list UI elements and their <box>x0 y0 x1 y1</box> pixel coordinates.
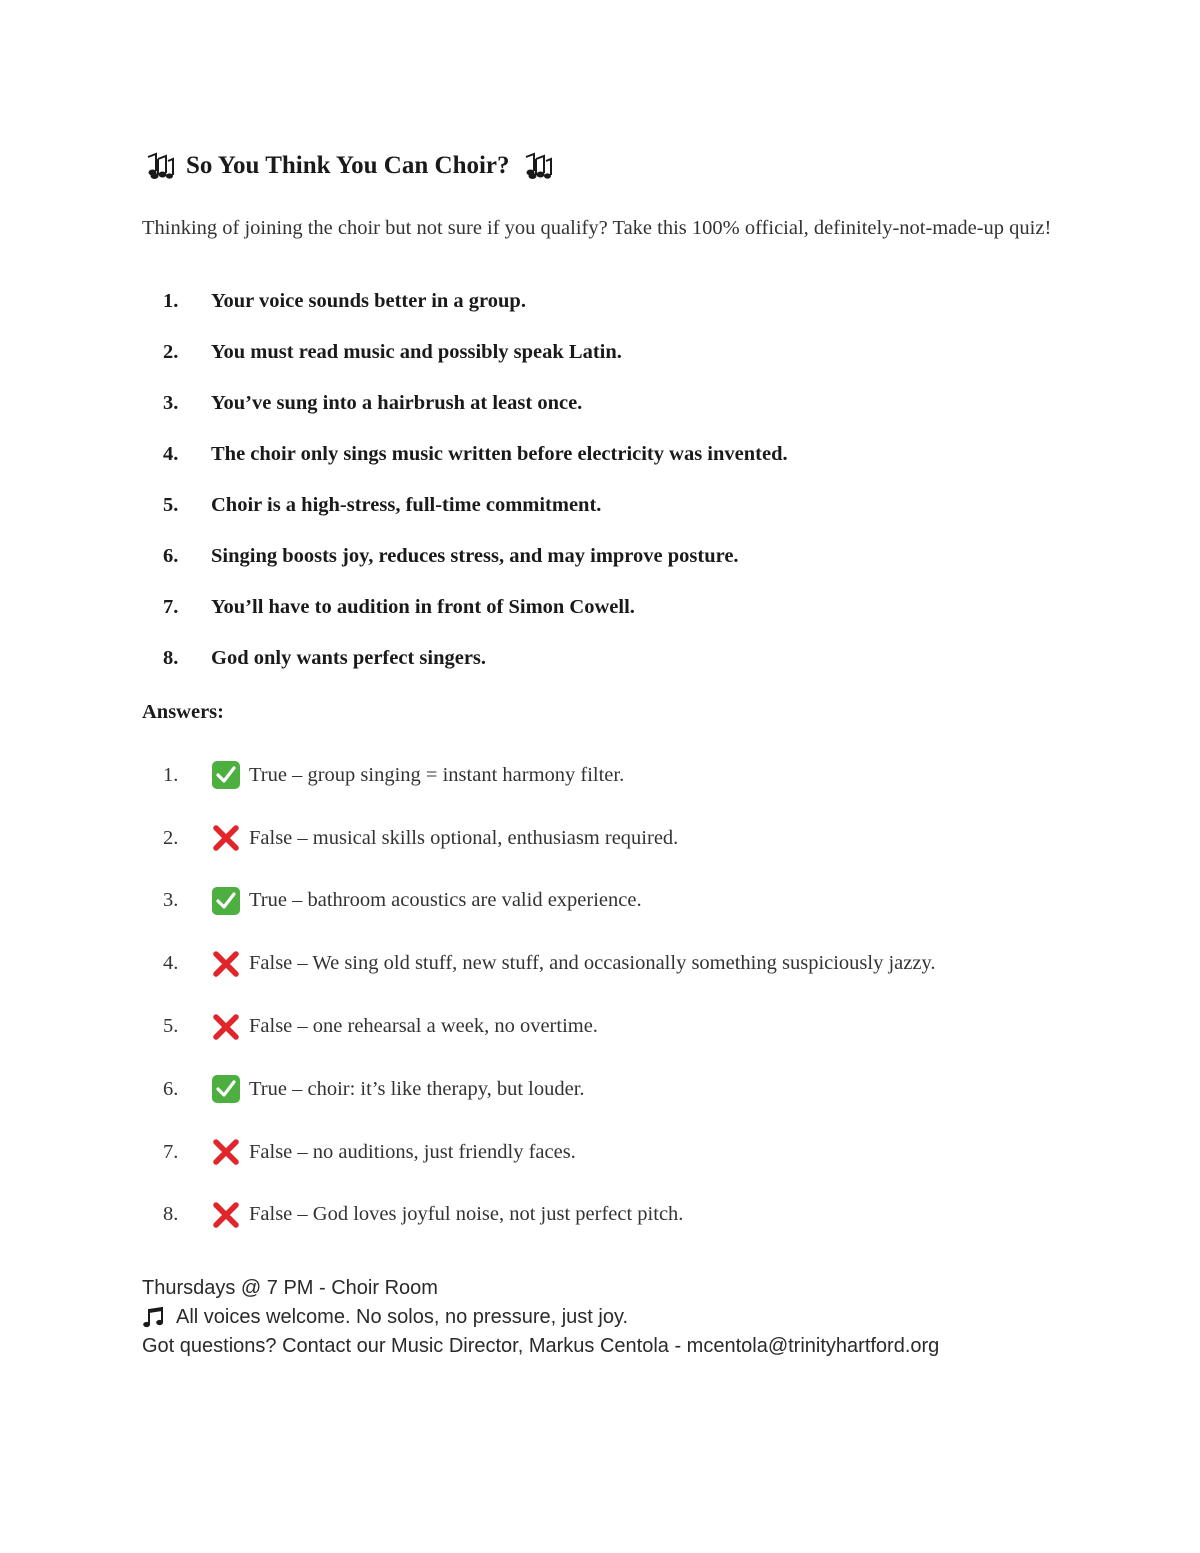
question-number: 4. <box>163 443 179 465</box>
answer-text: True – bathroom acoustics are valid experience. <box>249 889 642 912</box>
answer-number: 5. <box>163 1015 179 1038</box>
answer-text: True – choir: it’s like therapy, but louder. <box>249 1077 585 1100</box>
question-item <box>142 647 788 698</box>
answer-item <box>142 1196 936 1259</box>
question-text: Choir is a high-stress, full-time commitment. <box>211 494 602 516</box>
question-number: 1. <box>163 290 179 312</box>
answer-text: False – musical skills optional, enthusiasm required. <box>249 826 679 849</box>
question-text: Singing boosts joy, reduces stress, and may improve posture. <box>211 545 739 567</box>
answer-number: 1. <box>163 763 179 786</box>
answer-item <box>142 944 936 1007</box>
question-number: 3. <box>163 392 179 414</box>
answer-list <box>142 756 936 1258</box>
question-item <box>142 545 788 596</box>
answer-item <box>142 756 936 819</box>
question-item <box>142 443 788 494</box>
contact-line: Got questions? Contact our Music Director, Markus Centola - mcentola@trinityhartford.org <box>142 1335 940 1357</box>
answers-heading: Answers: <box>142 701 224 723</box>
question-text: You must read music and possibly speak Latin. <box>211 341 622 363</box>
answer-number: 7. <box>163 1140 179 1163</box>
cross-mark-icon <box>211 1200 241 1230</box>
page-title <box>142 148 554 184</box>
answer-number: 3. <box>163 889 179 912</box>
question-number: 8. <box>163 647 179 669</box>
answer-item <box>142 819 936 882</box>
musical-notes-icon <box>520 149 554 183</box>
question-item <box>142 596 788 647</box>
title-text: So You Think You Can Choir? <box>186 152 510 179</box>
answer-text: False – one rehearsal a week, no overtime. <box>249 1015 598 1038</box>
schedule-line: Thursdays @ 7 PM - Choir Room <box>142 1277 438 1299</box>
question-text: God only wants perfect singers. <box>211 647 487 669</box>
answer-text: False – God loves joyful noise, not just perfect pitch. <box>249 1203 684 1226</box>
cross-mark-icon <box>211 823 241 853</box>
question-number: 6. <box>163 545 179 567</box>
question-number: 7. <box>163 596 179 618</box>
check-mark-icon <box>211 886 241 916</box>
cross-mark-icon <box>211 1137 241 1167</box>
answer-text: False – no auditions, just friendly faces. <box>249 1140 576 1163</box>
answer-text: True – group singing = instant harmony filter. <box>249 763 625 786</box>
question-number: 2. <box>163 341 179 363</box>
question-text: Your voice sounds better in a group. <box>211 290 526 312</box>
question-list <box>142 290 788 698</box>
check-mark-icon <box>211 760 241 790</box>
question-item <box>142 494 788 545</box>
check-mark-icon <box>211 1074 241 1104</box>
answer-item <box>142 882 936 945</box>
footer <box>142 1274 939 1361</box>
question-item <box>142 290 788 341</box>
answer-item <box>142 1133 936 1196</box>
answer-text: False – We sing old stuff, new stuff, and occasionally something suspiciously jazzy. <box>249 952 936 975</box>
answer-number: 2. <box>163 826 179 849</box>
welcome-line <box>142 1303 939 1332</box>
cross-mark-icon <box>211 1012 241 1042</box>
answer-number: 8. <box>163 1203 179 1226</box>
answer-item <box>142 1007 936 1070</box>
cross-mark-icon <box>211 949 241 979</box>
question-text: You’ve sung into a hairbrush at least once. <box>211 392 583 414</box>
answer-item <box>142 1070 936 1133</box>
answer-number: 4. <box>163 952 179 975</box>
question-item <box>142 341 788 392</box>
question-text: The choir only sings music written before electricity was invented. <box>211 443 788 465</box>
musical-notes-icon <box>142 149 176 183</box>
question-number: 5. <box>163 494 179 516</box>
answer-number: 6. <box>163 1077 179 1100</box>
question-text: You’ll have to audition in front of Simon Cowell. <box>211 596 635 618</box>
musical-note-icon <box>142 1306 166 1330</box>
welcome-text: All voices welcome. No solos, no pressure, just joy. <box>176 1306 629 1328</box>
question-item <box>142 392 788 443</box>
intro-paragraph: Thinking of joining the choir but not sure if you qualify? Take this 100% official, definitely-not-made-up quiz! <box>142 217 1052 239</box>
